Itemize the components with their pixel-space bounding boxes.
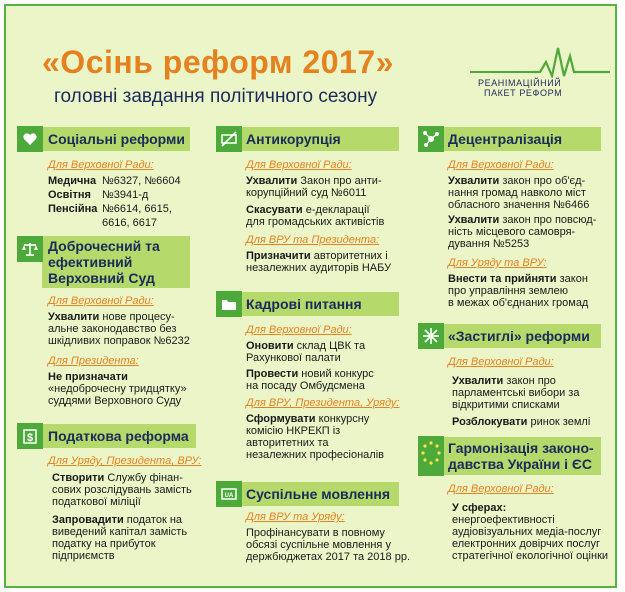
page-title: «Осінь реформ 2017»	[42, 44, 394, 80]
decentral-title: Децентралізація	[448, 131, 562, 147]
broadcast-title: Суспільне мовлення	[246, 486, 391, 502]
personnel-label-parliament: Для Верховної Ради:	[246, 324, 352, 336]
personnel-item-2: Провести новий конкурс на посаду Омбудсмена	[246, 368, 374, 392]
court-item-1: Ухвалити нове процесу- альне законодавство без шкідливих поправок №6232	[48, 311, 190, 347]
frozen-label: Для Верховної Ради:	[448, 356, 554, 368]
logo-line-1: РЕАНІМАЦІЙНИЙ	[478, 78, 562, 88]
eu-label: Для Верховної Ради:	[448, 483, 554, 495]
decentral-item-1: Ухвалити закон про об'єд- нання громад навколо міст обласного значення №6466	[448, 175, 590, 211]
rpr-logo	[470, 42, 615, 98]
social-list	[48, 175, 198, 229]
social-title: Соціальні реформи	[48, 131, 185, 147]
network-icon	[418, 126, 444, 152]
tax-item-2: Запровадити податок на виведений капітал замість податку на прибуток підприємств	[52, 514, 188, 562]
broadcast-label: Для ВРУ та Уряду:	[246, 511, 345, 523]
decentral-item-2: Ухвалити закон про повсюд- ність місцевого самовря- дування №5253	[448, 214, 597, 250]
decentral-label-parliament: Для Верховної Ради:	[448, 159, 554, 171]
anticorruption-label-president: Для ВРУ та Президента:	[246, 234, 380, 246]
scales-icon	[17, 236, 43, 262]
frozen-item-2: Розблокувати ринок землі	[452, 416, 591, 428]
personnel-item-1: Оновити склад ЦВК та Рахункової палати	[246, 340, 366, 364]
tax-item-1: Створити Службу фінан- сових розслідувань замість податкової міліції	[52, 472, 192, 508]
eu-title: Гармонізація законо- давства України і ЄС	[448, 440, 594, 472]
heart-hand-icon	[17, 126, 43, 152]
money-bag-icon	[17, 423, 43, 449]
no-bribe-icon	[216, 126, 242, 152]
folder-icon	[216, 291, 242, 317]
anticorruption-item-1: Ухвалити Закон про анти- корупційний суд №6011	[246, 175, 382, 199]
frozen-title: «Застиглі» реформи	[448, 328, 590, 344]
decentral-label-government: Для Уряду та ВРУ:	[448, 257, 547, 269]
court-title: Доброчесний та ефективний Верховний Суд	[48, 238, 160, 286]
broadcast-text: Профінансувати в повному обсязі суспільне мовлення у держбюджетах 2017 та 2018 рр.	[246, 527, 410, 563]
heartbeat-icon	[470, 42, 615, 78]
tv-icon	[216, 481, 242, 507]
svg-text:UA: UA	[224, 493, 234, 499]
eu-stars-icon	[418, 436, 444, 476]
snowflake-icon	[418, 323, 444, 349]
anticorruption-item-3: Призначити авторитетних і незалежних аудиторів НАБУ	[246, 250, 392, 274]
social-row: Пенсійна №6614, 6615,	[48, 203, 172, 215]
social-label: Для Верховної Ради:	[48, 159, 154, 171]
decentral-item-3: Внести та прийняти закон про управління землею в межах об'єднаних громад	[448, 273, 589, 309]
social-row: 6616, 6617	[102, 217, 158, 229]
tax-title: Податкова реформа	[48, 428, 189, 444]
anticorruption-label-parliament: Для Верховної Ради:	[246, 159, 352, 171]
svg-text:$: $	[26, 432, 34, 444]
social-row: Освітня №3941-д	[48, 189, 149, 201]
personnel-label-president: Для ВРУ, Президента, Уряду:	[246, 397, 400, 409]
page-subtitle: головні завдання політичного сезону	[54, 86, 378, 107]
anticorruption-item-2: Скасувати е-декларації для громадських активістів	[246, 204, 385, 228]
eu-list: У сферах: енергоефективності аудіовізуальних медіа-послуг електронних довірчих послуг стратегічної екологічної оцінки	[452, 502, 609, 562]
logo-text	[478, 78, 562, 98]
anticorruption-title: Антикорупція	[246, 131, 341, 147]
personnel-item-3: Сформувати конкурсну комісію НКРЕКП із авторитетних та незалежних професіоналів	[246, 413, 384, 461]
social-row: Медична №6327, №6604	[48, 175, 181, 187]
logo-line-2: ПАКЕТ РЕФОРМ	[484, 88, 563, 98]
court-label-parliament: Для Верховної Ради:	[48, 295, 154, 307]
frozen-item-1: Ухвалити закон про парламентські вибори за відкритими списками	[452, 375, 580, 411]
personnel-title: Кадрові питання	[246, 296, 362, 312]
court-item-2: Не призначати «недоброчесну тридцятку» суддями Верховного Суду	[48, 371, 187, 407]
court-label-president: Для Президента:	[48, 355, 139, 367]
tax-label: Для Уряду, Президента, ВРУ:	[48, 455, 202, 467]
